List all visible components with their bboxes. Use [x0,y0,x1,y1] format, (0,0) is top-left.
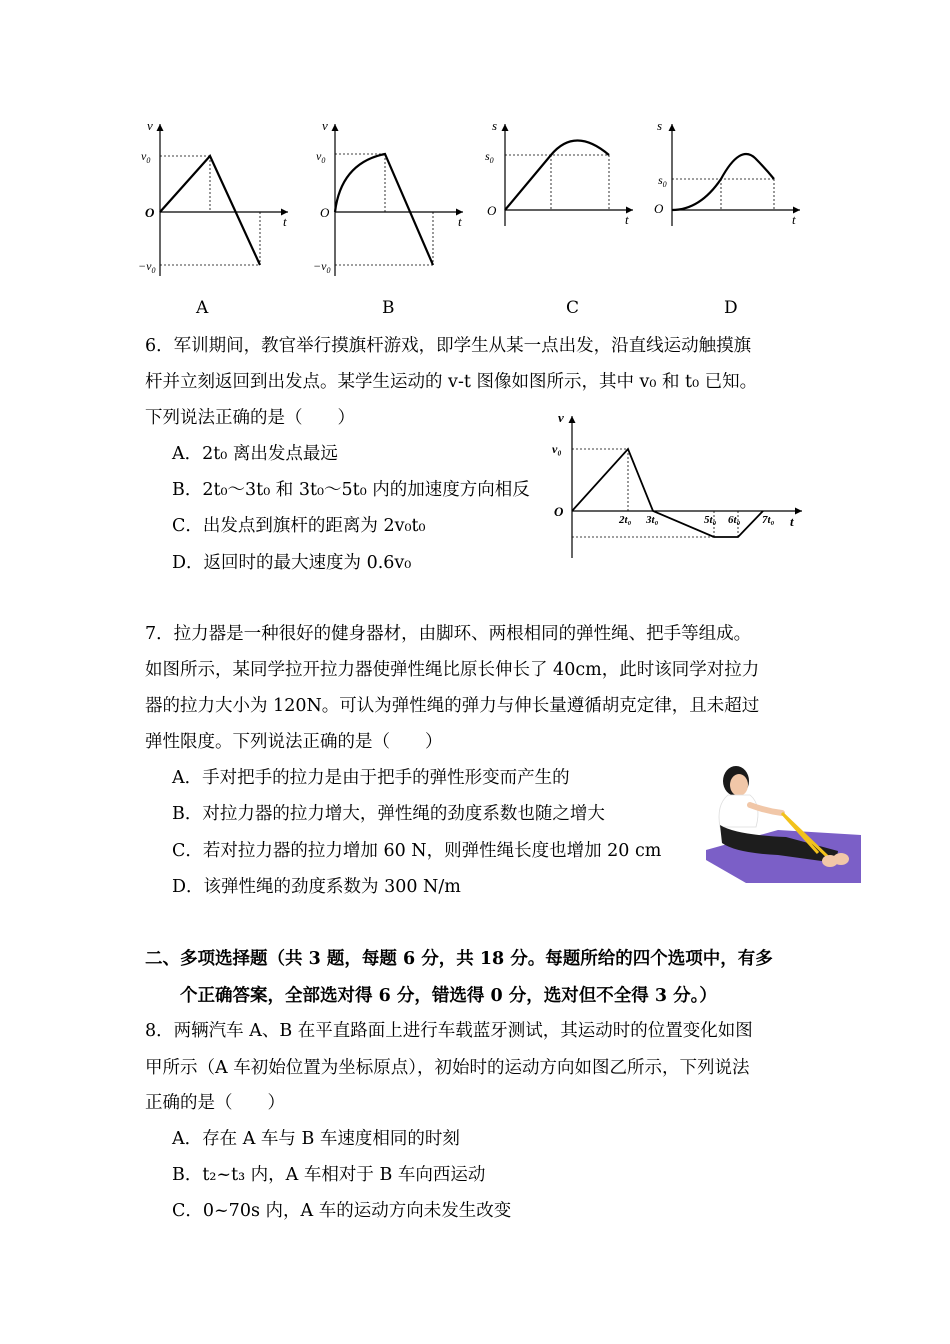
q6-tick-6t0: 6t₀ [728,514,741,526]
graph-d-y-label: s [657,118,663,133]
q6-tick-5t0: 5t₀ [704,514,717,526]
q6-tick-2t0: 2t₀ [619,514,632,526]
q6-vt-graph [548,410,813,565]
graph-b-label: B [382,298,395,318]
graph-d-curve [672,154,774,210]
graph-a-origin: O [145,205,155,220]
graph-a-y-label: v [147,118,153,133]
q6-graph-y-label: v [558,410,564,425]
graph-a-neg-v0: $-v_0$ [138,259,156,275]
q6-line-1: 6．军训期间，教官举行摸旗杆游戏，即学生从某一点出发，沿直线运动触摸旗 [145,336,752,356]
q7-option-c: C．若对拉力器的拉力增加 60 N，则弹性绳长度也增加 20 cm [172,841,662,861]
graph-c-x-label: t [625,212,629,227]
graph-c-curve [505,141,609,211]
q8-option-b: B．t₂~t₃ 内，A 车相对于 B 车向西运动 [172,1165,486,1185]
q7-line-3: 器的拉力大小为 120N。可认为弹性绳的弹力与伸长量遵循胡克定律，且未超过 [145,696,760,716]
graph-a-v0: $v_0$ [141,149,151,165]
q6-option-c: C．出发点到旗杆的距离为 2v₀t₀ [172,516,426,536]
graph-b-v0: $v_0$ [316,149,326,165]
graph-b-neg-v0: $-v_0$ [313,259,331,275]
graph-c [483,118,643,233]
q6-graph-x-label: t [790,514,794,529]
q7-line-2: 如图所示，某同学拉开拉力器使弹性绳比原长伸长了 40cm，此时该同学对拉力 [145,660,760,680]
graph-d-x-label: t [792,212,796,227]
graph-a [138,118,298,283]
q6-tick-3t0: 3t₀ [646,514,659,526]
graph-d [650,118,810,233]
graph-b-origin: O [320,205,330,220]
graph-a-x-label: t [283,214,287,229]
q6-option-b: B．2t₀～3t₀ 和 3t₀～5t₀ 内的加速度方向相反 [172,480,530,500]
q8-option-c: C．0~70s 内，A 车的运动方向未发生改变 [172,1201,512,1221]
graph-d-origin: O [654,201,664,216]
graph-c-y-label: s [492,118,498,133]
q6-tick-7t0: 7t₀ [762,514,775,526]
graph-c-label: C [566,298,580,318]
q6-option-a: A．2t₀ 离出发点最远 [172,444,338,464]
q6-line-2: 杆并立刻返回到出发点。某学生运动的 v-t 图像如图所示，其中 v₀ 和 t₀ 已知。 [145,372,758,392]
q7-option-a: A．手对把手的拉力是由于把手的弹性形变而产生的 [172,768,570,788]
q6-option-d: D．返回时的最大速度为 0.6v₀ [172,553,412,573]
q7-line-4: 弹性限度。下列说法正确的是（ ） [145,732,443,752]
graph-c-origin: O [487,203,497,218]
q7-line-1: 7．拉力器是一种很好的健身器材，由脚环、两根相同的弹性绳、把手等组成。 [145,624,752,644]
section2-heading-line-1: 二、多项选择题（共 3 题，每题 6 分，共 18 分。每题所给的四个选项中，有多 [145,949,773,969]
graph-b-curve [335,154,433,265]
q7-option-b: B．对拉力器的拉力增大，弹性绳的劲度系数也随之增大 [172,804,605,824]
q8-option-a: A．存在 A 车与 B 车速度相同的时刻 [172,1129,460,1149]
graph-a-label: A [196,298,209,318]
q8-line-1: 8．两辆汽车 A、B 在平直路面上进行车载蓝牙测试，其运动时的位置变化如图 [145,1021,753,1041]
graph-c-s0: $s_0$ [485,149,494,165]
section2-heading-line-2: 个正确答案，全部选对得 6 分，错选得 0 分，选对但不全得 3 分。） [180,986,717,1006]
q8-line-3: 正确的是（ ） [145,1093,285,1113]
graph-d-label: D [724,298,738,318]
graph-b [313,118,473,283]
q7-option-d: D．该弹性绳的劲度系数为 300 N/m [172,877,461,897]
exercise-photo [706,755,861,885]
q6-graph-v0: v₀ [552,442,562,456]
q8-line-2: 甲所示（A 车初始位置为坐标原点），初始时的运动方向如图乙所示，下列说法 [145,1058,750,1078]
q6-line-3: 下列说法正确的是（ ） [145,408,355,428]
graph-b-y-label: v [322,118,328,133]
q6-graph-origin: O [554,504,564,519]
graph-b-x-label: t [458,214,462,229]
graph-d-s0: $s_0$ [658,173,667,189]
